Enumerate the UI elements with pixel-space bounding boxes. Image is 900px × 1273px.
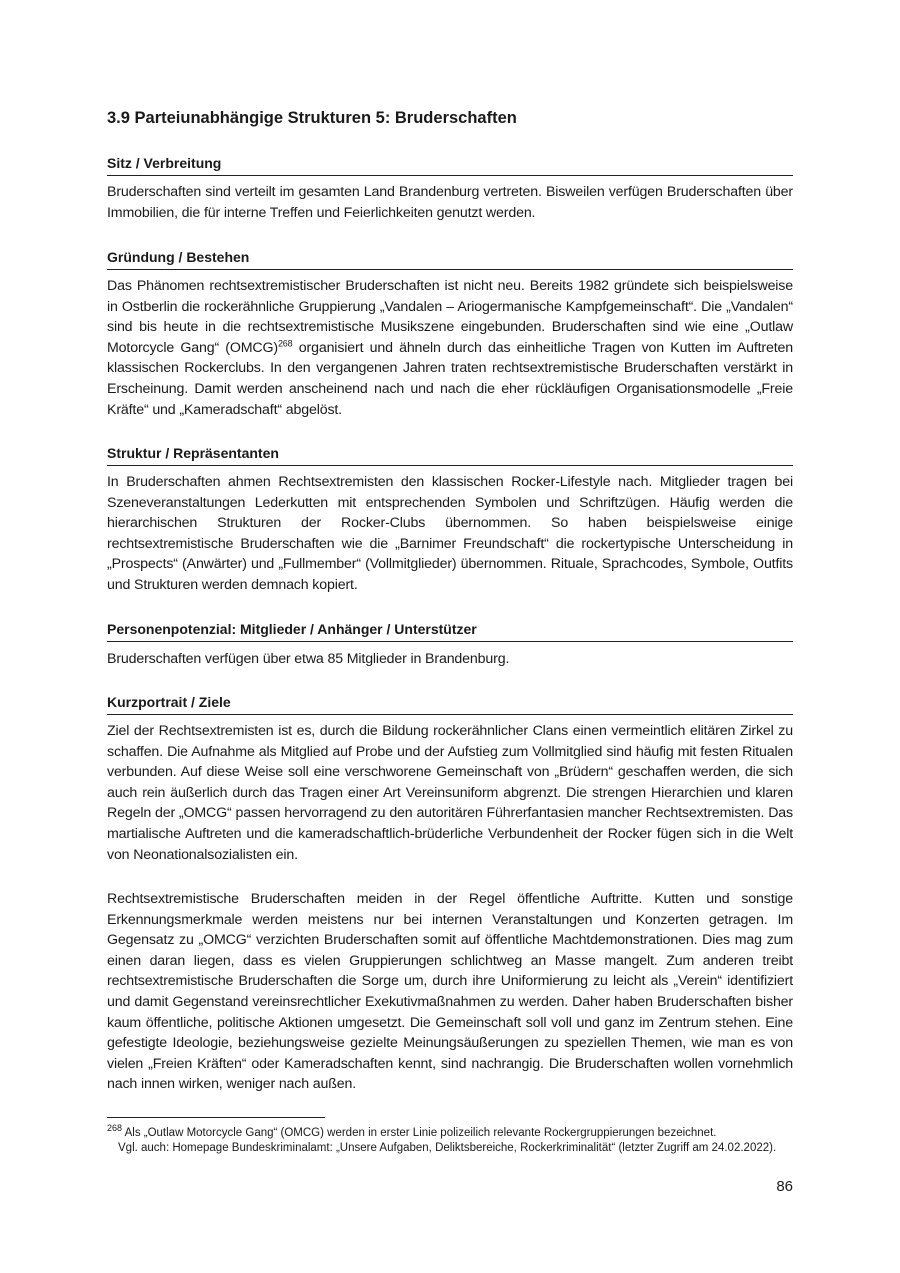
section-heading-struktur: Struktur / Repräsentanten [107,444,793,466]
paragraph-struktur: In Bruderschaften ahmen Rechtsextremisten den klassischen Rocker-Lifestyle nach. Mitglieder tragen bei Szeneveranstaltungen Lederkutten mit entsprechenden Symbolen und Schriftzügen. Häufig werden die hierarchischen Strukturen der Rocker-Clubs übernommen. So haben beispielsweise einige rechtsextremistische Bruderschaften wie die „Barnimer Freundschaft“ die rockertypische Unterscheidung in „Prospects“ (Anwärter) und „Fullmember“ (Vollmitglieder) übernommen. Rituale, Sprachcodes, Symbole, Outfits und Strukturen werden demnach kopiert. [107,474,793,593]
paragraph-gruendung-part2: organisiert und ähneln durch das einheitliche Tragen von Kutten im Auftreten klassischen Rockerclubs. In den vergangenen Jahren traten rechtsextremistische Bruderschaften verstärkt in Erscheinung. Damit werden anscheinend nach und nach die eher rückläufigen Organisationsmodelle „Freie Kräfte“ und „Kameradschaft“ abgelöst. [107,339,794,418]
paragraph-kurzportrait-2: Rechtsextremistische Bruderschaften meiden in der Regel öffentliche Auftritte. Kutten und sonstige Erkennungsmerkmale werden meistens nur bei internen Veranstaltungen und Konzerten getragen. Im Gegensatz zu „OMCG“ verzichten Bruderschaften somit auf öffentliche Machtdemonstrationen. Dies mag zum einen daran liegen, dass es vielen Gruppierungen schlichtweg an Masse mangelt. Zum anderen treibt rechtsextremistische Bruderschaften die Sorge um, durch ihre Uniformierung zu leicht als „Verein“ identifiziert und damit Gegenstand vereinsrechtlicher Exekutivmaßnahmen zu werden. Daher haben Bruderschaften bisher kaum öffentliche, politische Aktionen umgesetzt. Die Gemeinschaft soll voll und ganz im Zentrum stehen. Eine gefestigte Ideologie, beziehungsweise gezielte Meinungsäußerungen zu speziellen Themen, wie man es von vielen „Freien Kräften“ oder Kameradschaften kennt, sind nachrangig. Die Bruderschaften wollen vornehmlich nach innen wirken, weniger nach außen. [107,891,793,1093]
footnote-number: 268 [107,1123,123,1134]
chapter-title: 3.9 Parteiunabhängige Strukturen 5: Bruderschaften [107,109,517,127]
section-heading-sitz: Sitz / Verbreitung [107,154,793,176]
footnote-line-1: Als „Outlaw Motorcycle Gang“ (OMCG) werden in erster Linie polizeilich relevante Rockergruppierungen bezeichnet. [122,1127,717,1139]
footnote-reference: 268 [277,338,293,349]
footnote-line-2: Vgl. auch: Homepage Bundeskriminalamt: „Unsere Aufgaben, Deliktsbereiche, Rockerkriminalität“ (letzter Zugriff am 24.02.2022). [118,1142,777,1154]
section-heading-gruendung: Gründung / Bestehen [107,248,793,270]
section-heading-personenpotenzial: Personenpotenzial: Mitglieder / Anhänger / Unterstützer [107,620,793,642]
paragraph-sitz: Bruderschaften sind verteilt im gesamten Land Brandenburg vertreten. Bisweilen verfügen Bruderschaften über Immobilien, die für interne Treffen und Feierlichkeiten genutzt werden. [107,184,793,221]
footnote-separator [107,1117,325,1118]
section-heading-kurzportrait: Kurzportrait / Ziele [107,693,793,715]
footnote [107,1123,793,1156]
paragraph-gruendung-part1: Das Phänomen rechtsextremistischer Bruderschaften ist nicht neu. Bereits 1982 gründete sich beispielsweise in Ostberlin die rockerähnliche Gruppierung „Vandalen – Ariogermanische Kampfgemeinschaft“. Die „Vandalen“ sind bis heute in die rechtsextremistische Musikszene eingebunden. Bruderschaften sind wie eine „Outlaw Motorcycle Gang“ (OMCG) [107,278,793,356]
page-number: 86 [776,1178,793,1195]
paragraph-personenpotenzial: Bruderschaften verfügen über etwa 85 Mitglieder in Brandenburg. [107,651,510,667]
document-page [107,0,793,1273]
paragraph-kurzportrait-1: Ziel der Rechtsextremisten ist es, durch die Bildung rockerähnlicher Clans einen vermeintlich elitären Zirkel zu schaffen. Die Aufnahme als Mitglied auf Probe und der Aufstieg zum Vollmitglied sind häufig mit festen Ritualen verbunden. Auf diese Weise soll eine verschworene Gemeinschaft von „Brüdern“ geschaffen werden, die sich auch rein äußerlich durch das Tragen einer Art Vereinsuniform abgrenzt. Die strengen Hierarchien und klaren Regeln der „OMCG“ passen hervorragend zu den autoritären Führerfantasien mancher Rechtsextremisten. Das martialische Auftreten und die kameradschaftlich-brüderliche Verbundenheit der Rocker fügen sich in die Welt von Neonationalsozialisten ein. [107,723,793,863]
paragraph-gruendung [107,276,793,420]
